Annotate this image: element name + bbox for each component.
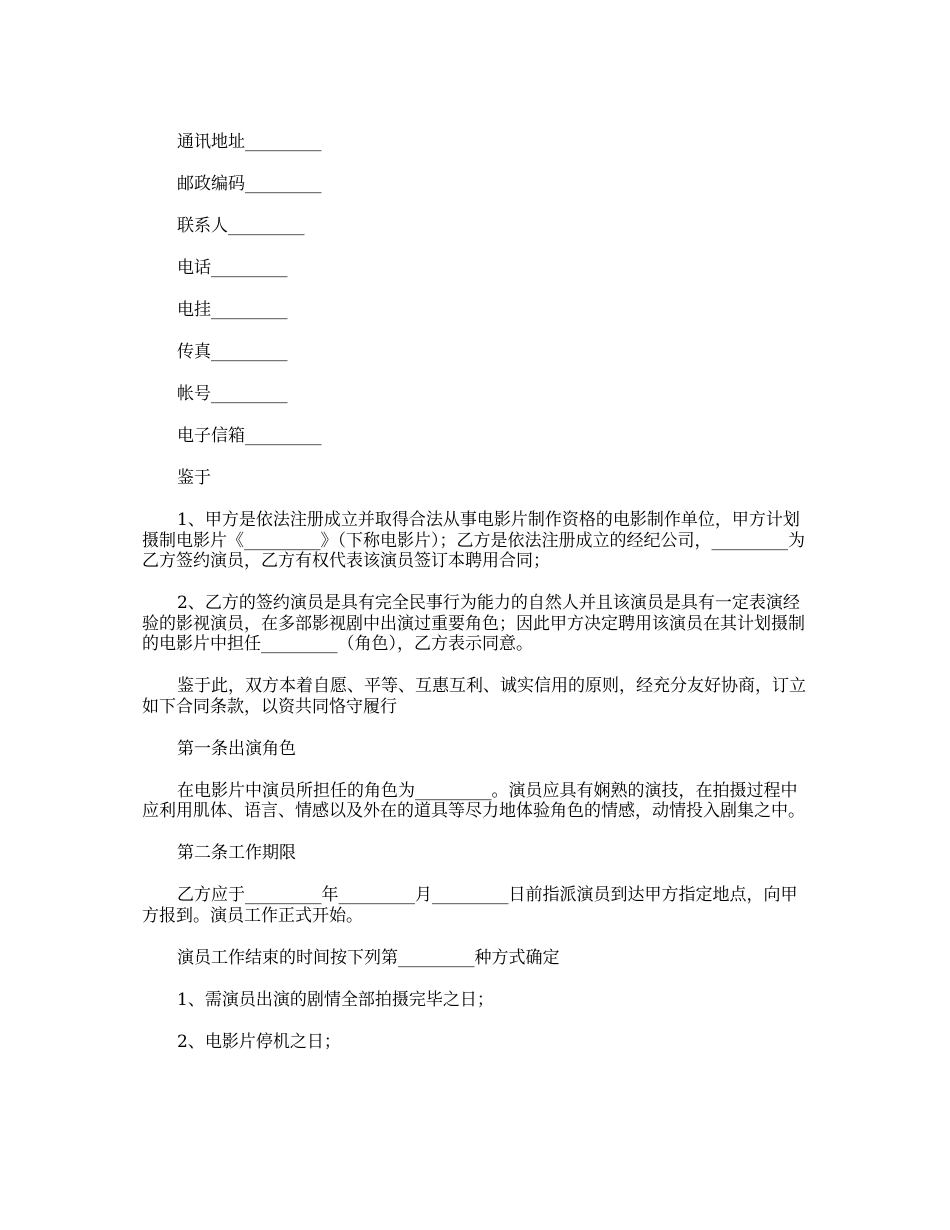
field-postcode: 邮政编码_________ — [177, 174, 322, 194]
field-address: 通讯地址_________ — [177, 132, 322, 152]
whereas-clause-1: 1、甲方是依法注册成立并取得合法从事电影片制作资格的电影制作单位，甲方计划摄制电影片《_________》（下称电影片）；乙方是依法注册成立的经纪公司，_________为乙方签约演员，乙方有权代表该演员签订本聘用合同； — [142, 510, 805, 571]
field-email: 电子信箱_________ — [177, 426, 322, 446]
contract-body — [142, 132, 810, 1052]
end-method-1: 1、需演员出演的剧情全部拍摄完毕之日； — [177, 989, 494, 1010]
end-time-method: 演员工作结束的时间按下列第_________种方式确定 — [177, 947, 560, 968]
article-1-text: 在电影片中演员所担任的角色为_________。演员应具有娴熟的演技，在拍摄过程中应利用肌体、语言、情感以及外在的道具等尽力地体验角色的情感，动情投入剧集之中。 — [142, 780, 805, 821]
whereas-clause-2: 2、乙方的签约演员是具有完全民事行为能力的自然人并且该演员是具有一定表演经验的影视演员，在多部影视剧中出演过重要角色；因此甲方决定聘用该演员在其计划摄制的电影片中担任_________（角色），乙方表示同意。 — [142, 593, 805, 654]
field-phone: 电话_________ — [177, 258, 288, 278]
field-telegraph: 电挂_________ — [177, 300, 288, 320]
article-2-text: 乙方应于_________年_________月_________日前指派演员到达甲方指定地点，向甲方报到。演员工作正式开始。 — [142, 885, 798, 926]
field-fax: 传真_________ — [177, 342, 288, 362]
agreement-statement: 鉴于此，双方本着自愿、平等、互惠互利、诚实信用的原则，经充分友好协商，订立如下合同条款，以资共同恪守履行 — [142, 676, 806, 717]
whereas-heading: 鉴于 — [177, 468, 211, 488]
field-account: 帐号_________ — [177, 384, 288, 404]
article-2-heading: 第二条工作期限 — [177, 843, 296, 863]
article-1-heading: 第一条出演角色 — [177, 738, 296, 759]
end-method-2: 2、电影片停机之日； — [177, 1031, 341, 1052]
field-contact: 联系人_________ — [177, 216, 305, 236]
